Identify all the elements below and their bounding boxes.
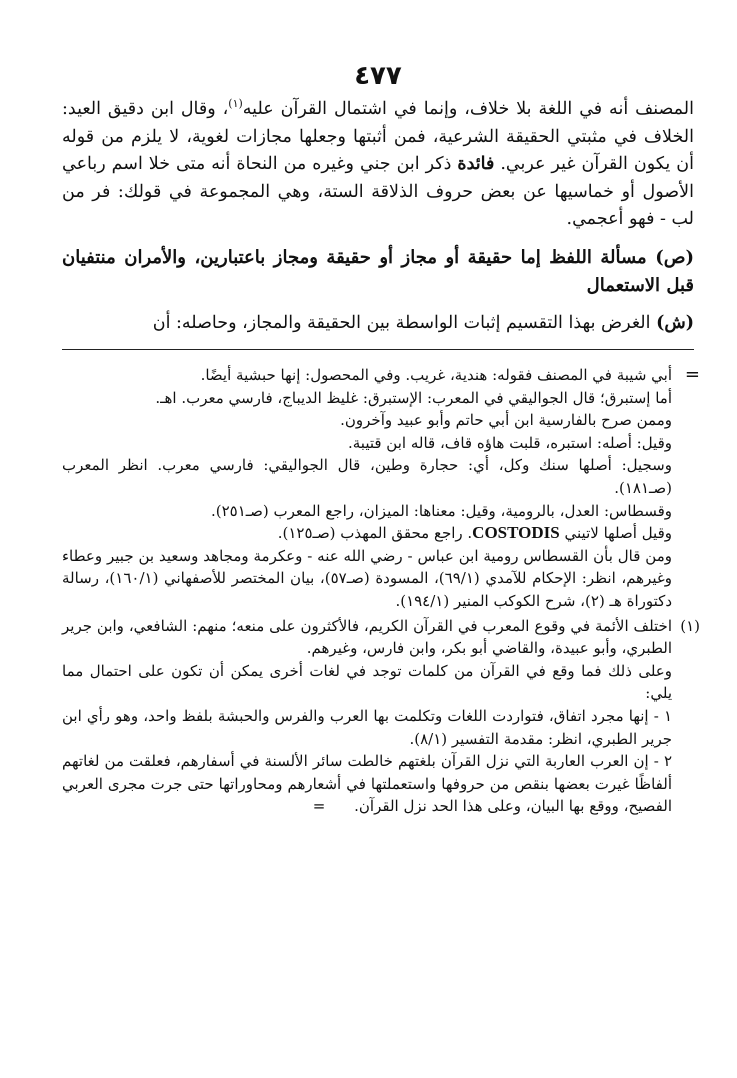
continuation-mark: = xyxy=(684,364,700,385)
main-text xyxy=(62,96,694,234)
footnote-number: (١) xyxy=(680,616,700,635)
footnote-ref[interactable]: (١) xyxy=(228,97,243,111)
rule-text: مسألة اللفظ إما حقيقة أو مجاز أو حقيقة ومجاز باعتبارين، والأمران منتفيان قبل الاستعمال xyxy=(62,246,694,296)
end-mark: = xyxy=(312,797,326,816)
footnote-line: أما إستبرق؛ قال الجواليقي في المعرب: الإستبرق: غليظ الديباج، فارسي معرب. اهـ. xyxy=(155,388,672,407)
footnote-paragraph: ١ - إنها مجرد اتفاق، فتواردت اللغات وتكلمت بها العرب والفرس والحبشة بلفظ واحد، وهو رأي ابن جرير الطبري، انظر: مقدمة التفسير (٨/١). xyxy=(62,706,672,748)
footnote-paragraph: وعلى ذلك فما وقع في القرآن من كلمات توجد في لغات أخرى يمكن أن تكون على احتمال مما يلي: xyxy=(62,661,672,703)
footnote-continuation xyxy=(62,364,700,613)
main-line: المصنف أنه في اللغة بلا خلاف، وإنما في اشتمال القرآن عليه xyxy=(242,99,694,119)
footnotes xyxy=(62,364,700,818)
footnote-latin-line xyxy=(62,522,694,545)
main-line: ذكر ابن جني وغيره من النحاة أنه متى خلا اسم رباعي الأصول أو خماسيها عن بعض حروف الذلاقة الستة، وهي المجموعة في قولك: فر من لب - فهو أعجمي. xyxy=(62,154,694,229)
latin-line-before: وقيل أصلها لاتيني xyxy=(564,524,672,543)
commentary-text: الغرض بهذا التقسيم إثبات الواسطة بين الحقيقة والمجاز، وحاصله: أن xyxy=(152,312,651,333)
footnote-paragraph xyxy=(62,750,672,818)
footnote-line: وممن صرح بالفارسية ابن أبي حاتم وأبو عبيد وآخرون. xyxy=(340,411,672,430)
page-number: ٤٧٧ xyxy=(354,61,402,91)
main-line: العيد: الخلاف في مثبتي الحقيقة الشرعية، فمن أثبتها وجعلها مجازات لغوية، لا يلزم من قوله أن يكون القرآن غير عربي. xyxy=(62,99,694,174)
latin-word: COSTODIS xyxy=(472,523,560,543)
footnote-line: وقسطاس: العدل، بالرومية، وقيل: معناها: الميزان، راجع المعرب (صـ٢٥١). xyxy=(210,501,672,520)
footnote-line: وسجيل: أصلها سنك وكل، أي: حجارة وطين، قال الجواليقي: فارسي معرب. انظر المعرب (صـ١٨١). xyxy=(62,456,672,497)
main-line-tail: ، وقال ابن دقيق xyxy=(107,99,229,119)
commentary-section xyxy=(62,310,694,338)
footnote-divider xyxy=(62,349,694,350)
footnote-paragraph-text: ٢ - إن العرب العاربة التي نزل القرآن بلغتهم خالطت سائر الألسنة في أسفارهم، فعلقت من لغاتهم ألفاظًا غيرت بعضها بنقص من حروفها واستعملتها في أشعارهم ومحاوراتها حتى جرت مجرى العربي الفصيح، ووقع بها البيان، وعلى هذا الحد نزل القرآن. xyxy=(62,752,672,816)
footnote-1 xyxy=(62,615,700,818)
footnote-line: ومن قال بأن القسطاس رومية ابن عباس - رضي الله عنه - وعكرمة ومجاهد وسعيد بن جبير وعطاء وغيرهم، انظر: الإحكام للآمدي (٦٩/١)، المسودة (صـ٥٧)، بيان المختصر للأصفهاني (١٦٠/١)، رسالة دكتوراة هـ (٢)، شرح الكوكب المنير (١٩٤/١). xyxy=(62,546,672,610)
footnote-line: وقيل: أصله: استبره، قلبت هاؤه قاف، قاله ابن قتيبة. xyxy=(347,433,672,452)
footnote-paragraph: اختلف الأئمة في وقوع المعرب في القرآن الكريم، فالأكثرون على منعه؛ منهم: الشافعي، وابن جرير الطبري، وأبو عبيدة، والقاضي أبو بكر، وابن فارس، وغيرهم. xyxy=(62,616,672,658)
benefit-label: فائدة xyxy=(457,154,495,174)
footnote-line: أبي شيبة في المصنف فقوله: هندية، غريب. وفي المحصول: إنها حبشية أيضًا. xyxy=(200,366,672,384)
rule-section xyxy=(62,244,694,300)
book-page xyxy=(62,58,700,818)
latin-line-after: . راجع محقق المهذب (صـ١٢٥). xyxy=(277,524,473,543)
commentary-marker: (ش) xyxy=(656,312,694,333)
rule-marker: (ص) xyxy=(655,246,694,268)
main-paragraph xyxy=(62,96,694,234)
